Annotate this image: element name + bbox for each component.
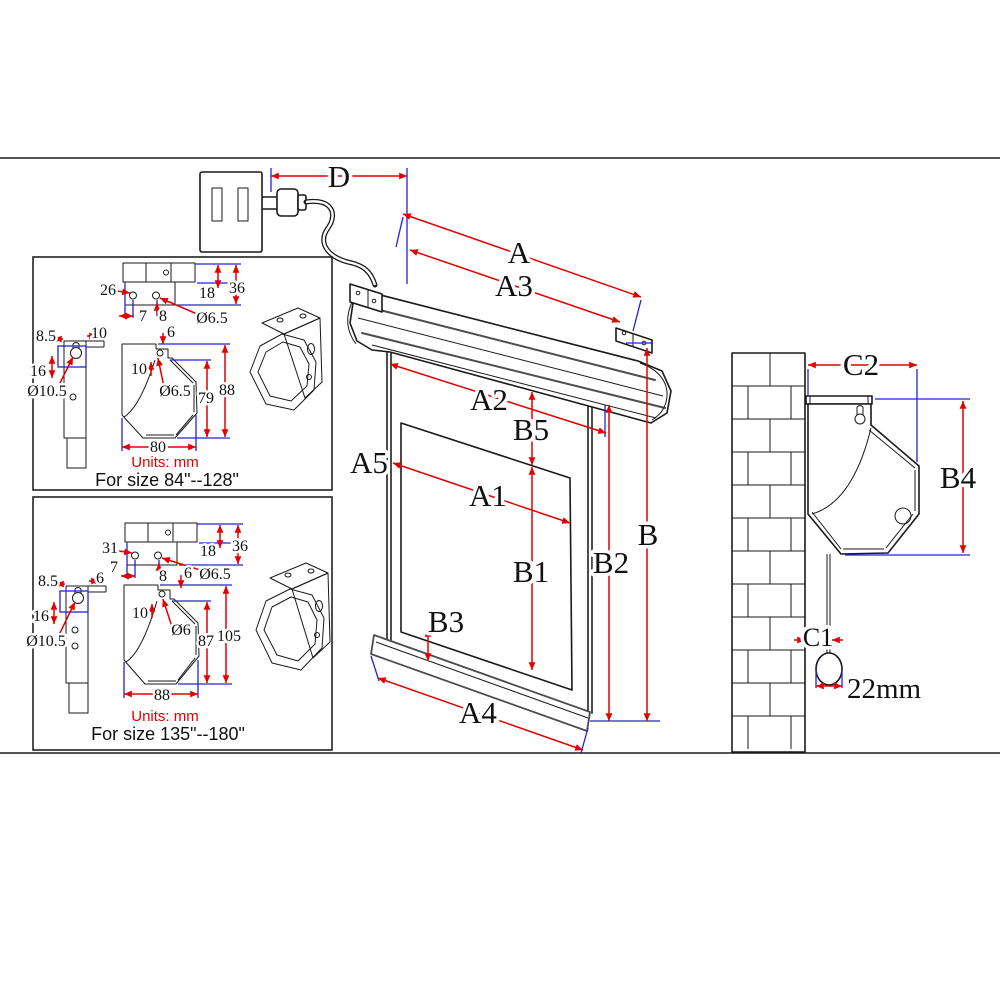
label-box2-36: 36 (232, 538, 248, 555)
label-B5: B5 (512, 412, 550, 447)
power-plug-icon (263, 189, 306, 216)
label-box1-80: 80 (150, 439, 166, 456)
dimension-B5 (513, 392, 549, 465)
label-box1-prof-dia: Ø6.5 (159, 383, 191, 400)
label-box1-7: 7 (139, 308, 147, 325)
label-box2-8: 8 (159, 568, 167, 585)
label-box1-prof-6: 6 (167, 324, 175, 341)
label-box1-8: 8 (159, 308, 167, 325)
label-B1: B1 (512, 554, 550, 589)
label-box2-16: 16 (33, 608, 49, 625)
label-ball-diameter: 22mm (846, 673, 922, 705)
label-B3: B3 (427, 604, 465, 639)
label-box2-dia65-plan: Ø6.5 (199, 566, 231, 583)
detail-box-2 (26, 497, 332, 750)
label-A3: A3 (495, 268, 533, 303)
label-B2: B2 (592, 545, 630, 580)
label-box2-87: 87 (198, 633, 214, 650)
box2-caption: For size 135"--180" (91, 724, 245, 744)
dimension-B3 (428, 604, 464, 661)
pull-cord-ball (816, 653, 921, 705)
label-box1-16: 16 (30, 363, 46, 380)
label-box2-18: 18 (200, 543, 216, 560)
label-box1-85: 8.5 (36, 328, 56, 345)
label-box2-105: 105 (217, 628, 241, 645)
label-box1-26: 26 (100, 282, 116, 299)
label-box1-36: 36 (229, 280, 245, 297)
label-box2-31: 31 (102, 540, 118, 557)
label-C1: C1 (802, 623, 834, 652)
dimension-B2 (593, 405, 629, 721)
label-box2-85: 8.5 (38, 573, 58, 590)
box1-units-note: Units: mm (131, 454, 199, 471)
wall-outlet (200, 172, 262, 252)
label-box1-dia105: Ø10.5 (27, 383, 67, 400)
label-box2-prof-10: 10 (132, 605, 148, 622)
label-A4: A4 (459, 695, 497, 730)
label-box1-79: 79 (198, 390, 214, 407)
label-box2-88: 88 (154, 687, 170, 704)
label-A2: A2 (470, 382, 508, 417)
dimension-B1 (513, 467, 549, 670)
label-B4: B4 (939, 460, 977, 495)
label-box1-88: 88 (219, 382, 235, 399)
box2-units-note: Units: mm (131, 708, 199, 725)
housing-side-profile (806, 396, 919, 554)
label-A5: A5 (350, 445, 388, 480)
label-box2-6: 6 (96, 570, 104, 587)
label-box1-prof-10: 10 (131, 361, 147, 378)
label-B: B (637, 517, 659, 552)
label-box2-prof-6: 6 (184, 565, 192, 582)
label-box2-7: 7 (110, 559, 118, 576)
label-A: A (507, 235, 531, 270)
label-A1: A1 (469, 478, 507, 513)
screen-housing (348, 290, 671, 423)
label-box1-dia65-plan: Ø6.5 (196, 310, 228, 327)
label-box1-18: 18 (199, 285, 215, 302)
brick-wall (732, 353, 805, 752)
label-box2-prof-dia: Ø6 (171, 622, 191, 639)
box1-caption: For size 84"--128" (95, 470, 239, 490)
dimension-A5-A1 (350, 445, 570, 523)
label-box2-dia105: Ø10.5 (26, 633, 66, 650)
label-box1-10: 10 (91, 325, 107, 342)
label-C2: C2 (842, 347, 880, 382)
detail-box-1 (27, 257, 332, 490)
label-D: D (327, 159, 351, 194)
